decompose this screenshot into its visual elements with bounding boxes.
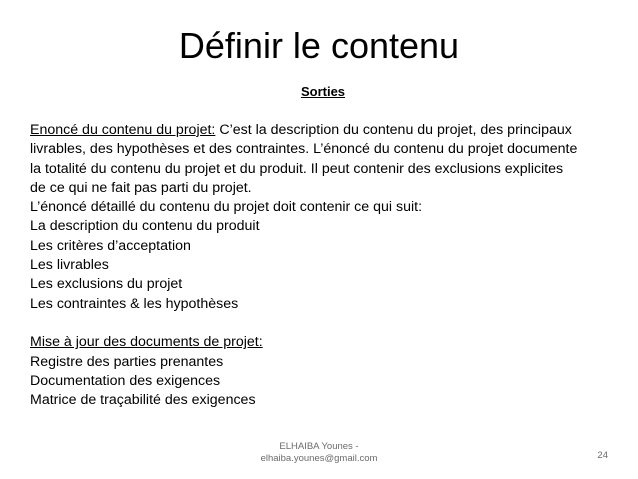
page-number: 24 xyxy=(597,450,608,461)
section1-first-line xyxy=(30,121,610,140)
slide-subtitle: Sorties xyxy=(300,84,346,99)
section1-line: La description du contenu du produit xyxy=(30,218,260,235)
section1-heading: Enoncé du contenu du projet: xyxy=(30,122,216,138)
footer-author-name: ELHAIBA Younes - xyxy=(279,441,359,452)
slide-body xyxy=(30,121,610,410)
section1-line: L’énoncé détaillé du contenu du projet doit contenir ce qui suit: xyxy=(30,199,423,216)
footer-author-email: elhaiba.younes@gmail.com xyxy=(260,453,378,464)
section2-line: Matrice de traçabilité des exigences xyxy=(30,392,256,409)
section1-first-line-text: C’est la description du contenu du projet, des principaux xyxy=(215,122,572,138)
section2-line: Documentation des exigences xyxy=(30,372,221,389)
section1-line: de ce qui ne fait pas parti du projet. xyxy=(30,179,252,196)
section1-line: Les exclusions du projet xyxy=(30,276,183,293)
section2-heading: Mise à jour des documents de projet: xyxy=(30,334,263,351)
section-spacer xyxy=(30,314,610,333)
section1-line: Les livrables xyxy=(30,257,109,274)
section2-line: Registre des parties prenantes xyxy=(30,353,224,370)
section1-line: la totalité du contenu du projet et du produit. Il peut contenir des exclusions explicites xyxy=(30,160,564,177)
section1-line: Les contraintes & les hypothèses xyxy=(30,295,239,312)
section1-line: livrables, des hypothèses et des contraintes. L’énoncé du contenu du projet documente xyxy=(30,141,578,158)
section1-line: Les critères d’acceptation xyxy=(30,237,191,254)
footer-author xyxy=(219,441,419,465)
slide-title: Définir le contenu xyxy=(178,25,460,66)
